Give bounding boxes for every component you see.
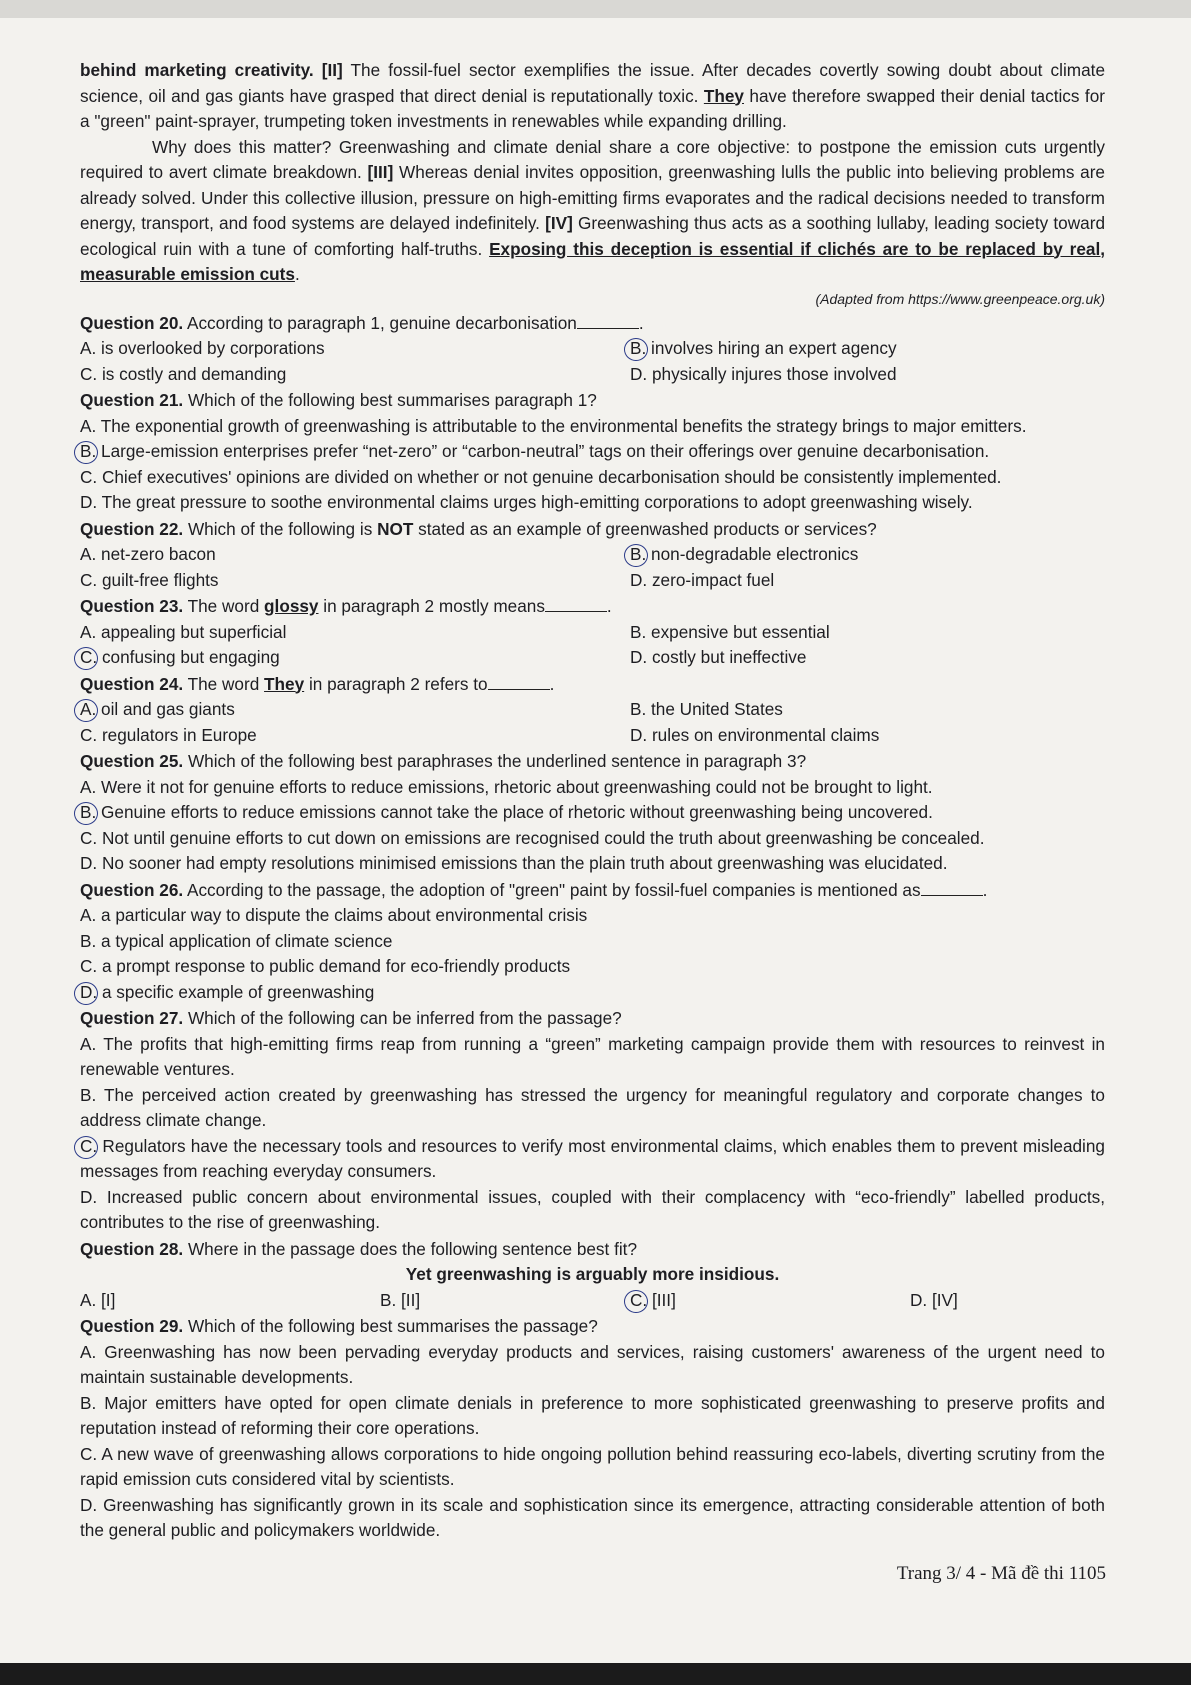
question-number: Question 20. — [80, 312, 184, 333]
answer-blank — [921, 894, 983, 896]
stem-a: The word — [187, 596, 265, 616]
stem-after: . — [638, 312, 644, 333]
option-b[interactable]: B. a typical application of climate science — [80, 930, 393, 951]
option-a[interactable]: A. a particular way to dispute the claims about environmental crisis — [80, 905, 588, 925]
p3-text-c: Greenwashing thus acts as a soothing lullaby, leading society toward ecological ruin with a tune of comforting half-truths. — [80, 213, 1105, 259]
option-c[interactable]: C. regulators in Europe — [80, 724, 257, 745]
question-stem: Which of the following best paraphrases the underlined sentence in paragraph 3? — [187, 751, 807, 771]
question-number: Question 28. — [80, 1238, 184, 1259]
option-b[interactable]: B. expensive but essential — [630, 621, 830, 642]
question-26 — [80, 878, 1105, 904]
insert-sentence: Yet greenwashing is arguably more insidious. — [405, 1264, 780, 1284]
options-28 — [80, 1288, 1105, 1314]
option-a[interactable]: A. oil and gas giants — [80, 697, 630, 723]
option-b[interactable]: B. [II] — [380, 1289, 421, 1310]
target-word: glossy — [264, 596, 319, 616]
options-22 — [80, 542, 1105, 593]
p2-text-c: have therefore swapped their denial tactics for a "green" paint-sprayer, trumpeting token investments in renewables while expanding drilling. — [80, 85, 1105, 131]
question-stem: Which of the following best summarises paragraph 1? — [187, 390, 597, 410]
question-25 — [80, 749, 1105, 775]
stem-after: . — [606, 596, 612, 616]
option-d[interactable]: D. Greenwashing has significantly grown in its scale and sophistication since its emergence, attracting considerable attention of both the general public and policymakers worldwide. — [80, 1494, 1105, 1540]
option-b[interactable]: B. Major emitters have opted for open climate denials in preference to more sophisticated greenwashing to preserve profits and reputation instead of reforming their core operations. — [80, 1392, 1105, 1438]
p2-text-b: The fossil-fuel sector exemplifies the issue. After decades covertly sowing doubt about climate science, oil and gas giants have grasped that direct denial is reputationally toxic. — [80, 60, 1105, 106]
option-a[interactable]: A. net-zero bacon — [80, 544, 216, 564]
question-number: Question 29. — [80, 1316, 184, 1336]
option-c[interactable]: C. Regulators have the necessary tools and resources to verify most environmental claims, which enables them to prevent misleading messages from reaching everyday consumers. — [80, 1134, 1105, 1185]
question-stem: Which of the following best summarises the passage? — [187, 1316, 598, 1336]
option-a[interactable]: A. appealing but superficial — [80, 621, 287, 642]
stem-b: stated as an example of greenwashed products or services? — [413, 518, 877, 539]
p3-text-b: Whereas denial invites opposition, greenwashing lulls the public into believing problems are already solved. Under this collective illusion, pressure on high-emitting firms evaporates and the radical decisions needed to transform energy, transport, and food systems are delayed indefinitely. — [80, 162, 1105, 233]
option-b[interactable]: B. The perceived action created by greenwashing has stressed the urgency for meaningful regulatory and corporate changes to address climate change. — [80, 1084, 1105, 1130]
source-citation: (Adapted from https://www.greenpeace.org.uk) — [815, 290, 1105, 307]
question-number: Question 23. — [80, 596, 184, 616]
p3-underlined-sentence: Exposing this deception is essential if clichés are to be replaced by real, measurable emission cuts — [80, 238, 1105, 284]
option-c[interactable]: C. A new wave of greenwashing allows corporations to hide ongoing pollution behind reassuring eco-labels, diverting scrutiny from the rapid emission cuts considered vital by scientists. — [80, 1443, 1105, 1489]
p3-text-a: Why does this matter? Greenwashing and climate denial share a core objective: to postpone the emission cuts urgently required to avert climate breakdown. — [80, 136, 1105, 182]
stem-a: Which of the following is — [187, 518, 378, 539]
question-stem: Where in the passage does the following sentence best fit? — [187, 1238, 638, 1259]
option-c[interactable]: C. Chief executives' opinions are divided on whether or not genuine decarbonisation should be consistently implemented. — [80, 466, 1002, 487]
question-28 — [80, 1237, 1105, 1263]
option-d[interactable]: D. physically injures those involved — [630, 363, 897, 384]
marker-II: [II] — [321, 60, 343, 80]
options-24 — [80, 697, 1105, 748]
question-27 — [80, 1006, 1105, 1032]
marker-III: [III] — [367, 162, 394, 182]
stem-b: in paragraph 2 refers to — [304, 673, 488, 694]
p2-they-underlined: They — [703, 85, 744, 106]
answer-blank — [488, 688, 550, 690]
option-c[interactable]: C. guilt-free flights — [80, 569, 219, 590]
option-d[interactable]: D. The great pressure to soothe environmental claims urges high-emitting corporations to adopt greenwashing wisely. — [80, 492, 973, 512]
question-number: Question 22. — [80, 518, 184, 539]
option-d[interactable]: D. [IV] — [910, 1289, 958, 1310]
stem-a: The word — [187, 673, 265, 694]
question-29 — [80, 1314, 1105, 1340]
option-b[interactable]: B. the United States — [630, 699, 783, 719]
scan-bottom-edge — [0, 1663, 1191, 1685]
passage-paragraph-3 — [80, 135, 1105, 288]
option-d[interactable]: D. a specific example of greenwashing — [80, 980, 1105, 1006]
option-d[interactable]: D. zero-impact fuel — [630, 569, 775, 590]
passage-paragraph-2 — [80, 58, 1105, 135]
option-c[interactable]: C. a prompt response to public demand for eco-friendly products — [80, 956, 571, 976]
option-a[interactable]: A. The profits that high-emitting firms reap from running a “green” marketing campaign provide them with resources to reinvest in renewable ventures. — [80, 1033, 1105, 1079]
stem-after: . — [549, 673, 555, 694]
option-b[interactable]: B. Genuine efforts to reduce emissions cannot take the place of rhetoric without greenwashing being uncovered. — [80, 800, 1105, 826]
option-a[interactable]: A. is overlooked by corporations — [80, 338, 325, 358]
question-number: Question 24. — [80, 673, 184, 694]
option-c[interactable]: C. confusing but engaging — [80, 645, 630, 671]
option-b[interactable]: B. Large-emission enterprises prefer “net-zero” or “carbon-neutral” tags on their offerings over genuine decarbonisation. — [80, 439, 1105, 465]
option-d[interactable]: D. costly but ineffective — [630, 647, 807, 667]
option-d[interactable]: D. rules on environmental claims — [630, 724, 880, 745]
option-a[interactable]: A. Greenwashing has now been pervading everyday products and services, raising customers' awareness of the urgent need to maintain sustainable developments. — [80, 1341, 1105, 1387]
question-21 — [80, 388, 1105, 414]
option-b[interactable]: B. non-degradable electronics — [630, 542, 1105, 568]
stem-after: . — [982, 879, 988, 900]
exam-page — [0, 18, 1191, 1663]
stem-not: NOT — [377, 518, 414, 539]
option-c[interactable]: C. Not until genuine efforts to cut down on emissions are recognised could the truth about greenwashing be concealed. — [80, 827, 985, 848]
options-20 — [80, 336, 1105, 387]
stem-b: in paragraph 2 mostly means — [318, 596, 545, 616]
option-c[interactable]: C. [III] — [630, 1288, 910, 1314]
question-22 — [80, 517, 1105, 543]
option-b[interactable]: B. involves hiring an expert agency — [630, 336, 1105, 362]
option-a[interactable]: A. [I] — [80, 1289, 116, 1310]
question-number: Question 21. — [80, 390, 184, 410]
question-stem: Which of the following can be inferred from the passage? — [187, 1008, 622, 1028]
marker-IV: [IV] — [545, 213, 573, 233]
question-number: Question 27. — [80, 1008, 184, 1028]
page-footer: Trang 3/ 4 - Mã đề thi 1105 — [896, 1563, 1106, 1584]
answer-blank — [577, 327, 639, 329]
p3-end: . — [294, 264, 300, 284]
question-stem: According to the passage, the adoption of "green" paint by fossil-fuel companies is mentioned as — [186, 879, 921, 900]
option-a[interactable]: A. The exponential growth of greenwashing is attributable to the environmental benefits the strategy brings to major emitters. — [80, 415, 1027, 436]
option-d[interactable]: D. No sooner had empty resolutions minimised emissions than the plain truth about greenwashing was elucidated. — [80, 853, 948, 873]
page-content — [80, 58, 1105, 1544]
option-c[interactable]: C. is costly and demanding — [80, 363, 287, 384]
question-number: Question 25. — [80, 751, 184, 771]
answer-blank — [545, 610, 607, 612]
target-word: They — [264, 673, 305, 694]
question-23 — [80, 594, 1105, 620]
question-number: Question 26. — [80, 879, 184, 900]
options-23 — [80, 620, 1105, 671]
question-24 — [80, 672, 1105, 698]
option-a[interactable]: A. Were it not for genuine efforts to reduce emissions, rhetoric about greenwashing could not be brought to light. — [80, 776, 933, 797]
question-20 — [80, 311, 1105, 337]
question-stem: According to paragraph 1, genuine decarbonisation — [186, 312, 577, 333]
p2-text-a: behind marketing creativity. — [80, 60, 314, 80]
option-d[interactable]: D. Increased public concern about environmental issues, coupled with their complacency with “eco-friendly” labelled products, contributes to the rise of greenwashing. — [80, 1186, 1105, 1232]
